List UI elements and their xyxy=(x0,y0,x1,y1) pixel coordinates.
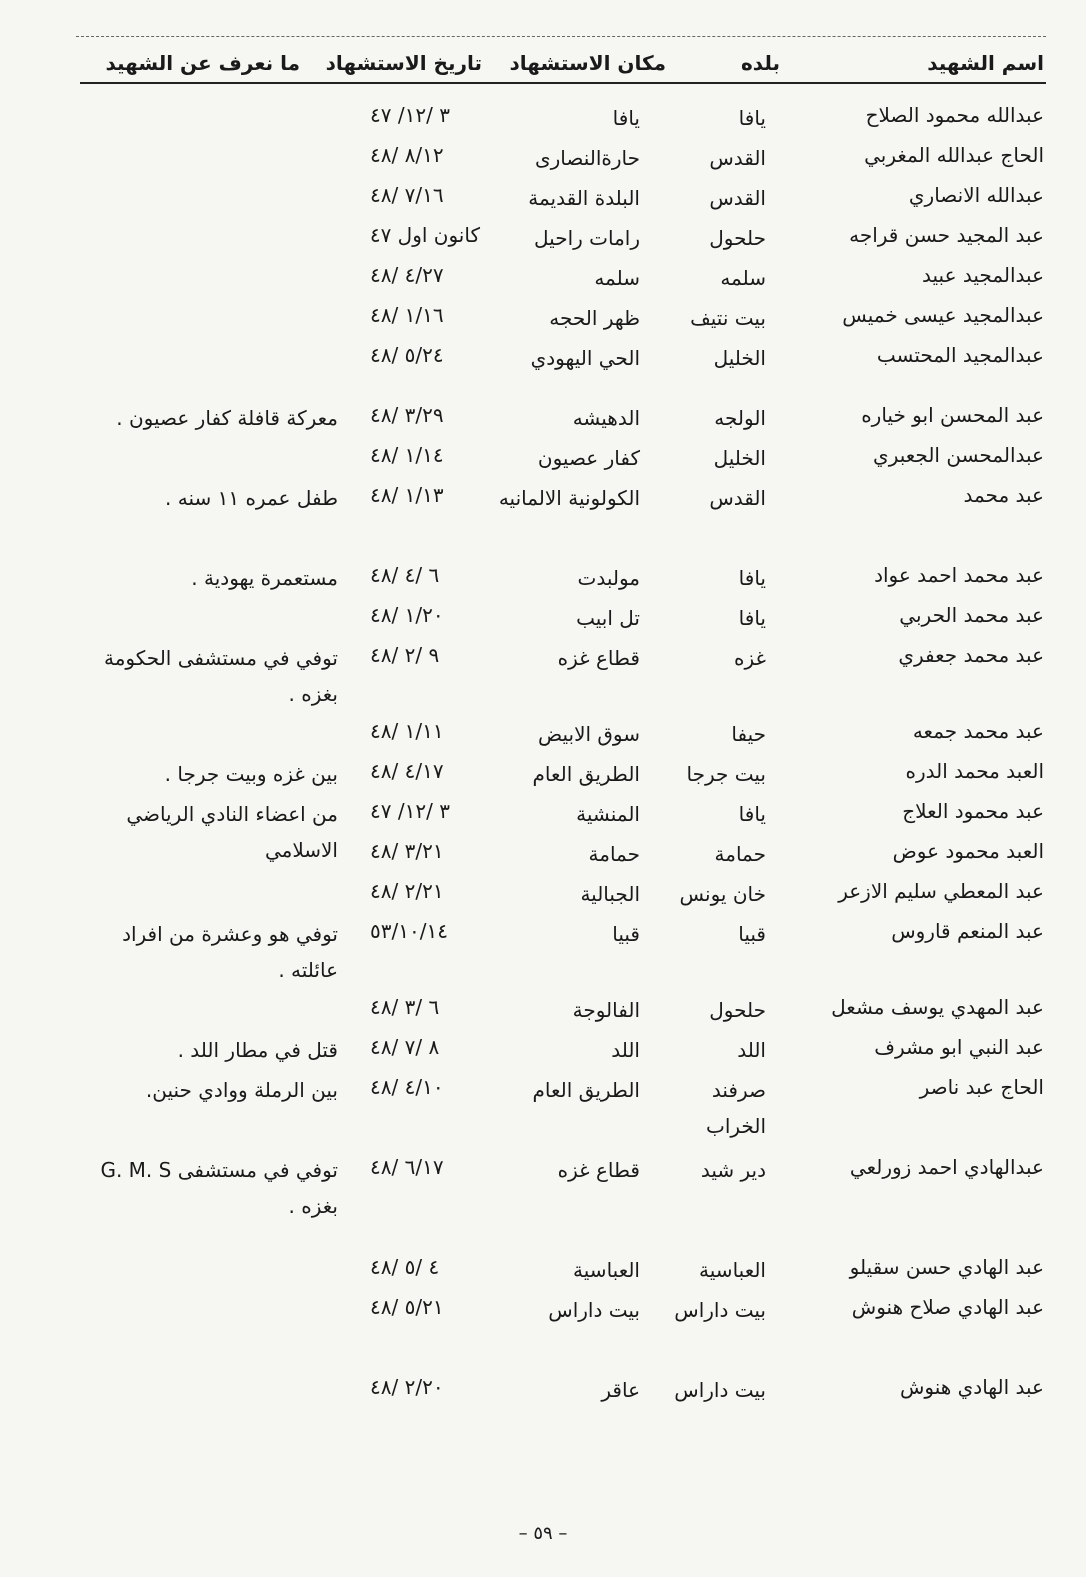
martyr-place: تل ابيب xyxy=(576,606,640,630)
martyr-name: عبد الهادي صلاح هنوش xyxy=(851,1295,1044,1319)
martyr-name: عبد محمد xyxy=(963,483,1044,507)
martyr-town: دير شيد xyxy=(700,1158,766,1182)
martyr-date: ٥٣/١٠/١٤ xyxy=(370,919,448,943)
martyr-date: ٢/٢١ /٤٨ xyxy=(370,879,444,903)
martyr-note: مستعمرة يهودية . xyxy=(191,566,338,590)
martyr-town: سلمه xyxy=(720,266,766,290)
martyr-place: المنشية xyxy=(576,802,640,826)
martyr-place: الطريق العام xyxy=(532,1078,640,1102)
martyr-town: يافا xyxy=(738,566,766,590)
martyr-town: يافا xyxy=(738,606,766,630)
martyr-place: العباسية xyxy=(573,1258,640,1282)
martyr-town: قبيا xyxy=(738,922,766,946)
martyr-note: توفي في مستشفى الحكومة بغزه . xyxy=(103,646,338,706)
top-dashed-rule xyxy=(76,36,1046,37)
martyr-town: حلحول xyxy=(709,226,766,250)
martyr-place: قطاع غزه xyxy=(557,646,640,670)
martyr-place: حارةالنصارى xyxy=(534,146,640,170)
martyr-name: عبد المجيد حسن قراجه xyxy=(849,223,1044,247)
martyr-date: ٤/١٠ /٤٨ xyxy=(370,1075,444,1099)
martyr-place: اللد xyxy=(611,1038,640,1062)
martyr-date: ٢/٢٠ /٤٨ xyxy=(370,1375,444,1399)
martyr-place: كفار عصيون xyxy=(537,446,640,470)
martyr-place: الطريق العام xyxy=(532,762,640,786)
martyr-name: عبد محمد الحربي xyxy=(899,603,1044,627)
header-note: ما نعرف عن الشهيد xyxy=(105,51,300,75)
martyr-name: عبدالله محمود الصلاح xyxy=(865,103,1044,127)
header-place: مكان الاستشهاد xyxy=(509,51,666,75)
martyr-date: ١/١٣ /٤٨ xyxy=(370,483,444,507)
martyr-date: ٦ /٤ /٤٨ xyxy=(370,563,440,587)
martyr-town: صرفند الخراب xyxy=(706,1078,766,1138)
martyr-date: ٤/١٧ /٤٨ xyxy=(370,759,444,783)
martyr-name: العبد محمود عوض xyxy=(892,839,1044,863)
martyr-date: ١/١٦ /٤٨ xyxy=(370,303,444,327)
martyr-town: خان يونس xyxy=(679,882,766,906)
martyr-date: ٦/١٧ /٤٨ xyxy=(370,1155,444,1179)
martyr-place: ظهر الحجه xyxy=(549,306,640,330)
martyr-name: الحاج عبد ناصر xyxy=(919,1075,1044,1099)
martyr-date: ٨ /٧ /٤٨ xyxy=(370,1035,440,1059)
martyr-town: غزه xyxy=(734,646,766,670)
martyr-date: ١/٢٠ /٤٨ xyxy=(370,603,444,627)
martyr-town: بيت جرجا xyxy=(686,762,766,786)
martyr-date: كانون اول ٤٧ xyxy=(369,223,480,247)
martyr-town: يافا xyxy=(738,802,766,826)
martyr-date: ٩ /٢ /٤٨ xyxy=(370,643,440,667)
martyr-name: العبد محمد الدره xyxy=(905,759,1044,783)
martyr-place: البلدة القديمة xyxy=(528,186,640,210)
martyr-town: حمامة xyxy=(714,842,766,866)
martyr-date: ٥/٢١ /٤٨ xyxy=(370,1295,444,1319)
martyr-town: القدس xyxy=(709,486,766,510)
martyr-note: قتل في مطار اللد . xyxy=(177,1038,338,1062)
martyr-name: عبد محمد جعفري xyxy=(898,643,1044,667)
martyr-place: الكولونية الالمانيه xyxy=(498,486,640,510)
martyr-name: عبد المحسن ابو خياره xyxy=(861,403,1044,427)
martyr-note: توفي هو وعشرة من افراد عائلته . xyxy=(122,922,338,982)
martyr-date: ٦ /٣ /٤٨ xyxy=(370,995,440,1019)
martyr-town: بيت داراس xyxy=(674,1378,766,1402)
martyr-town: حلحول xyxy=(709,998,766,1022)
martyr-place: بيت داراس xyxy=(548,1298,640,1322)
martyr-place: قبيا xyxy=(612,922,640,946)
martyr-town: الخليل xyxy=(713,446,766,470)
martyr-place: الفالوجة xyxy=(572,998,640,1022)
martyr-date: ١/١٤ /٤٨ xyxy=(370,443,444,467)
martyr-town: يافا xyxy=(738,106,766,130)
martyr-date: ١/١١ /٤٨ xyxy=(370,719,444,743)
header-date: تاريخ الاستشهاد xyxy=(325,51,482,75)
martyr-place: يافا xyxy=(612,106,640,130)
header-name: اسم الشهيد xyxy=(927,51,1044,75)
martyr-town: العباسية xyxy=(699,1258,766,1282)
martyr-name: عبد محمد احمد عواد xyxy=(874,563,1044,587)
martyr-place: الدهيشه xyxy=(572,406,640,430)
martyr-town: القدس xyxy=(709,186,766,210)
martyr-place: سوق الابيض xyxy=(537,722,640,746)
martyr-note: بين الرملة ووادي حنين. xyxy=(145,1078,338,1102)
martyr-place: الجبالية xyxy=(580,882,640,906)
martyr-name: عبد محمود العلاج xyxy=(902,799,1044,823)
martyr-note: توفي في مستشفى G. M. S بغزه . xyxy=(100,1158,338,1218)
martyr-name: عبد النبي ابو مشرف xyxy=(874,1035,1044,1059)
martyr-name: عبدالهادي احمد زورلعي xyxy=(849,1155,1044,1179)
martyr-place: عاقر xyxy=(601,1378,640,1402)
martyr-place: الحي اليهودي xyxy=(530,346,640,370)
martyr-town: الولجه xyxy=(714,406,766,430)
martyr-name: عبدالله الانصاري xyxy=(908,183,1044,207)
martyr-date: ٣ /١٢/ ٤٧ xyxy=(370,103,450,127)
martyr-date: ٣/٢٩ /٤٨ xyxy=(370,403,444,427)
martyr-date: ٧/١٦ /٤٨ xyxy=(370,183,444,207)
martyr-name: عبد المنعم قاروس xyxy=(891,919,1044,943)
martyr-town: الخليل xyxy=(713,346,766,370)
martyr-town: حيفا xyxy=(731,722,766,746)
martyr-name: عبد المهدي يوسف مشعل xyxy=(831,995,1044,1019)
martyr-name: عبد الهادي حسن سقيلو xyxy=(849,1255,1044,1279)
martyr-date: ٤/٢٧ /٤٨ xyxy=(370,263,444,287)
martyr-place: قطاع غزه xyxy=(557,1158,640,1182)
martyr-town: بيت داراس xyxy=(674,1298,766,1322)
martyr-name: عبدالمجيد عيسى خميس xyxy=(842,303,1044,327)
martyr-town: بيت نتيف xyxy=(690,306,766,330)
martyr-date: ٥/٢٤ /٤٨ xyxy=(370,343,444,367)
martyr-date: ٨/١٢ /٤٨ xyxy=(370,143,444,167)
header-town: بلده xyxy=(740,51,780,75)
martyr-name: عبد محمد جمعه xyxy=(912,719,1044,743)
martyr-date: ٣/٢١ /٤٨ xyxy=(370,839,444,863)
martyr-place: رامات راحيل xyxy=(534,226,640,250)
martyr-name: عبدالمجيد المحتسب xyxy=(876,343,1044,367)
martyr-note: من اعضاء النادي الرياضي الاسلامي xyxy=(126,802,338,862)
martyr-name: عبدالمحسن الجعبري xyxy=(873,443,1044,467)
martyr-name: عبد الهادي هنوش xyxy=(899,1375,1044,1399)
martyr-name: عبدالمجيد عبيد xyxy=(922,263,1044,287)
martyr-date: ٣ /١٢/ ٤٧ xyxy=(370,799,450,823)
martyr-name: الحاج عبدالله المغربي xyxy=(864,143,1044,167)
martyr-note: بين غزه وبيت جرجا . xyxy=(164,762,338,786)
martyr-place: مولبدت xyxy=(577,566,640,590)
martyr-place: حمامة xyxy=(588,842,640,866)
martyr-note: طفل عمره ١١ سنه . xyxy=(165,486,338,510)
martyr-town: اللد xyxy=(737,1038,766,1062)
martyr-date: ٤ /٥ /٤٨ xyxy=(370,1255,440,1279)
header-rule xyxy=(80,82,1046,84)
martyr-name: عبد المعطي سليم الازعر xyxy=(838,879,1044,903)
martyr-town: القدس xyxy=(709,146,766,170)
martyr-note: معركة قافلة كفار عصيون . xyxy=(116,406,338,430)
martyr-place: سلمه xyxy=(594,266,640,290)
page-number: – ٥٩ – xyxy=(518,1523,568,1544)
